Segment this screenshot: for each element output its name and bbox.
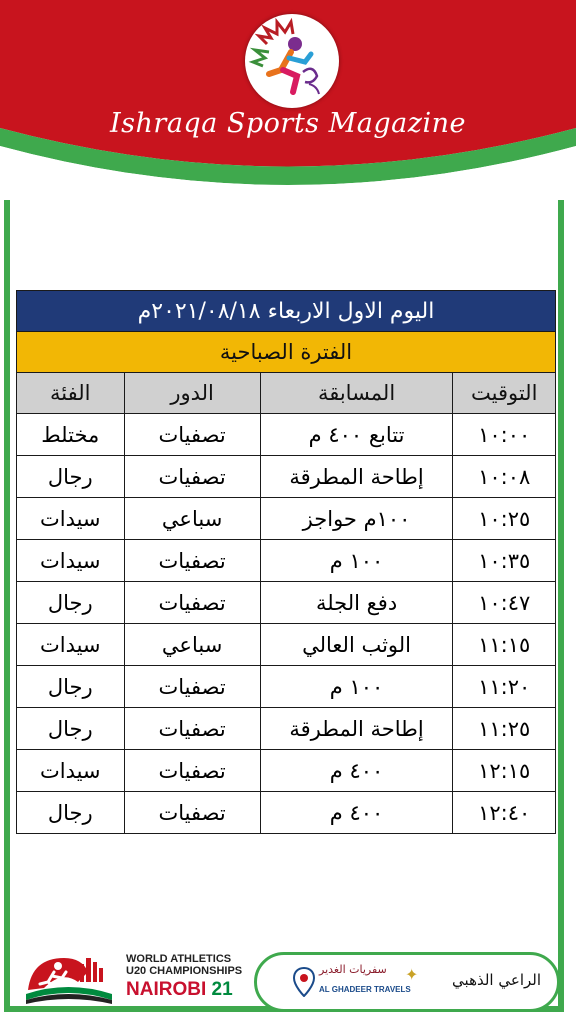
time-cell: ١٢:٤٠	[453, 792, 556, 834]
event-cell: ٤٠٠ م	[260, 750, 453, 792]
category-cell: رجال	[17, 666, 125, 708]
ishraqa-logo	[245, 14, 339, 108]
round-cell: تصفيات	[124, 666, 260, 708]
sparkle-icon: ✦	[405, 965, 419, 984]
event-city-year	[126, 979, 256, 1001]
schedule-table	[16, 290, 556, 834]
column-header-row	[17, 373, 556, 414]
category-cell: سيدات	[17, 624, 125, 666]
table-row	[17, 708, 556, 750]
table-row	[17, 624, 556, 666]
map-pin-icon	[293, 967, 315, 997]
sponsor-name-ar: سفريات الغدير	[319, 963, 387, 976]
sponsor-logo	[293, 963, 411, 1003]
table-row	[17, 540, 556, 582]
event-city: NAIROBI	[126, 979, 207, 1000]
table-row	[17, 792, 556, 834]
table-row	[17, 666, 556, 708]
column-header-event: المسابقة	[260, 373, 453, 414]
time-cell: ١١:١٥	[453, 624, 556, 666]
category-cell: سيدات	[17, 750, 125, 792]
column-header-time: التوقيت	[453, 373, 556, 414]
round-cell: تصفيات	[124, 414, 260, 456]
time-cell: ١٢:١٥	[453, 750, 556, 792]
time-cell: ١٠:٠٨	[453, 456, 556, 498]
event-line1: WORLD ATHLETICS	[126, 953, 232, 965]
round-cell: تصفيات	[124, 750, 260, 792]
table-row	[17, 582, 556, 624]
table-row	[17, 456, 556, 498]
round-cell: سباعي	[124, 498, 260, 540]
event-line2: U20 CHAMPIONSHIPS	[126, 965, 243, 977]
category-cell: رجال	[17, 456, 125, 498]
table-row	[17, 750, 556, 792]
day-title-row	[17, 291, 556, 332]
event-logo-text	[126, 953, 256, 1001]
round-cell: تصفيات	[124, 540, 260, 582]
period-title: الفترة الصباحية	[17, 332, 556, 373]
column-header-category: الفئة	[17, 373, 125, 414]
round-cell: تصفيات	[124, 708, 260, 750]
table-row	[17, 498, 556, 540]
sponsor-badge	[254, 952, 560, 1012]
event-cell: ١٠٠م حواجز	[260, 498, 453, 540]
event-cell: إطاحة المطرقة	[260, 456, 453, 498]
sponsor-label: الراعي الذهبي	[452, 971, 541, 989]
sponsor-name-en: AL GHADEER TRAVELS	[319, 985, 411, 994]
time-cell: ١٠:٤٧	[453, 582, 556, 624]
event-cell: الوثب العالي	[260, 624, 453, 666]
time-cell: ١٠:٠٠	[453, 414, 556, 456]
time-cell: ١٠:٣٥	[453, 540, 556, 582]
period-row	[17, 332, 556, 373]
round-cell: تصفيات	[124, 792, 260, 834]
event-cell: إطاحة المطرقة	[260, 708, 453, 750]
event-cell: ١٠٠ م	[260, 540, 453, 582]
category-cell: رجال	[17, 582, 125, 624]
round-cell: تصفيات	[124, 582, 260, 624]
time-cell: ١١:٢٥	[453, 708, 556, 750]
round-cell: تصفيات	[124, 456, 260, 498]
event-cell: ٤٠٠ م	[260, 792, 453, 834]
event-cell: تتابع ٤٠٠ م	[260, 414, 453, 456]
ishraqa-runner-logo-icon	[245, 14, 339, 108]
event-cell: ١٠٠ م	[260, 666, 453, 708]
magazine-title: Ishraqa Sports Magazine	[110, 108, 466, 139]
time-cell: ١٠:٢٥	[453, 498, 556, 540]
event-year: 21	[211, 979, 233, 1000]
category-cell: سيدات	[17, 498, 125, 540]
category-cell: رجال	[17, 792, 125, 834]
world-athletics-nairobi-logo-icon	[22, 950, 114, 1008]
category-cell: رجال	[17, 708, 125, 750]
event-cell: دفع الجلة	[260, 582, 453, 624]
table-row	[17, 414, 556, 456]
round-cell: سباعي	[124, 624, 260, 666]
category-cell: سيدات	[17, 540, 125, 582]
column-header-round: الدور	[124, 373, 260, 414]
time-cell: ١١:٢٠	[453, 666, 556, 708]
category-cell: مختلط	[17, 414, 125, 456]
day-title: اليوم الاول الاربعاء ٢٠٢١/٠٨/١٨م	[17, 291, 556, 332]
